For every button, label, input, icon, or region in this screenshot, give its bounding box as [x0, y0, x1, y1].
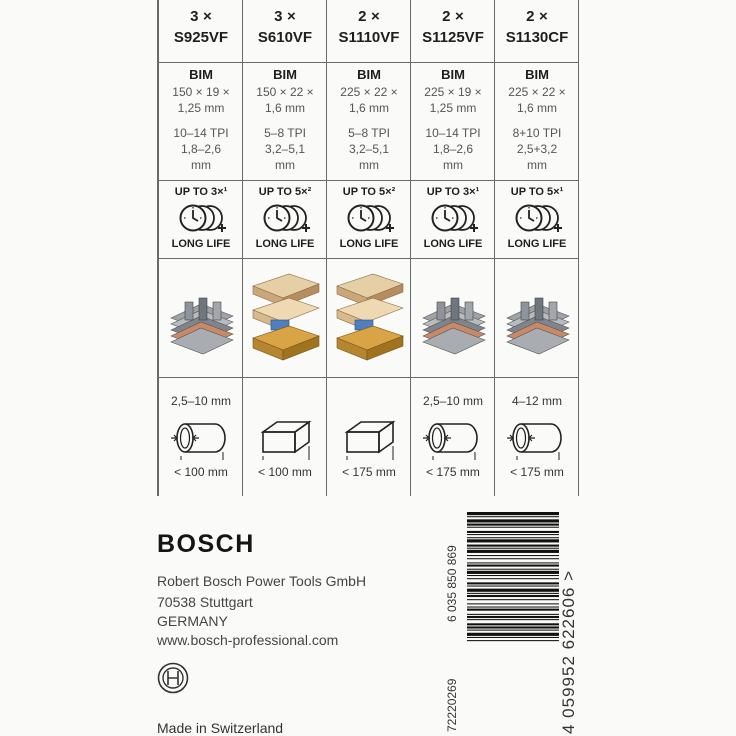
tpi-line: 8+10 TPI [512, 126, 562, 140]
tpi-line: mm [275, 158, 295, 172]
max-cut-depth: < 100 mm [174, 465, 228, 479]
tpi-line: 2,5+3,2 [516, 142, 558, 156]
blade-dimensions [243, 84, 327, 116]
blade-quantity: 2 × [526, 8, 548, 25]
long-life-label: LONG LIFE [171, 238, 231, 250]
tpi-line: mm [359, 158, 379, 172]
blade-tpi [495, 125, 579, 173]
tpi-line: 1,8–2,6 [432, 142, 474, 156]
internal-code: 72220269 [445, 678, 459, 732]
tpi-line: 1,8–2,6 [180, 142, 222, 156]
dim-line: 1,25 mm [177, 101, 225, 115]
blade-dimensions [411, 84, 495, 116]
blade-tpi [411, 125, 495, 173]
dim-line: 150 × 19 × [172, 85, 230, 99]
blade-material: BIM [189, 67, 213, 82]
blade-quantity: 3 × [190, 8, 212, 25]
blade-dimensions [495, 84, 579, 116]
life-factor: UP TO 3×¹ [426, 186, 480, 198]
life-factor: UP TO 5×¹ [510, 186, 564, 198]
dim-line: 150 × 22 × [256, 85, 314, 99]
clock-long-life-icon [345, 202, 397, 236]
pipe-cross-section-icon [507, 414, 569, 460]
bosch-armature-icon [157, 662, 189, 694]
blade-column-s925vf [158, 0, 242, 496]
pipe-cross-section-icon [423, 414, 485, 460]
max-cut-depth: < 100 mm [258, 465, 312, 479]
diameter-range: 2,5–10 mm [422, 394, 484, 408]
blade-quantity: 2 × [358, 8, 380, 25]
blade-code: S925VF [173, 29, 229, 46]
clock-long-life-icon [261, 202, 313, 236]
made-in-label: Made in Switzerland [157, 720, 284, 736]
blade-material: BIM [357, 67, 381, 82]
tpi-line: 10–14 TPI [425, 126, 481, 140]
blade-column-s610vf [242, 0, 326, 496]
blade-code: S1130CF [505, 29, 569, 46]
blade-dimensions [327, 84, 411, 116]
dim-line: 225 × 22 × [340, 85, 398, 99]
long-life-label: LONG LIFE [423, 238, 483, 250]
blade-column-s1125vf [410, 0, 494, 496]
diameter-range: 2,5–10 mm [170, 394, 232, 408]
company-city: 70538 Stuttgart [157, 594, 253, 610]
pipe-cross-section-icon [171, 414, 233, 460]
max-cut-depth: < 175 mm [510, 465, 564, 479]
tpi-line: 3,2–5,1 [348, 142, 390, 156]
barcode-area [445, 510, 578, 736]
long-life-label: LONG LIFE [507, 238, 567, 250]
wood-boards-icon [333, 272, 405, 364]
wood-boards-icon [249, 272, 321, 364]
blade-column-s1130cf [494, 0, 578, 496]
life-factor: UP TO 3×¹ [174, 186, 228, 198]
tpi-line: 10–14 TPI [173, 126, 229, 140]
blade-tpi [243, 125, 327, 173]
company-website: www.bosch-professional.com [157, 632, 339, 648]
dim-line: 1,6 mm [348, 101, 389, 115]
dim-line: 1,6 mm [264, 101, 305, 115]
blade-column-s1110vf [326, 0, 410, 496]
blade-material: BIM [525, 67, 549, 82]
barcode-icon [467, 512, 565, 734]
dim-line: 1,25 mm [429, 101, 477, 115]
metal-sheets-icon [417, 272, 489, 364]
dim-line: 225 × 22 × [508, 85, 566, 99]
blade-dimensions [159, 84, 243, 116]
metal-sheets-icon [165, 272, 237, 364]
square-beam-icon [339, 414, 401, 460]
tpi-line: 5–8 TPI [264, 126, 306, 140]
long-life-label: LONG LIFE [339, 238, 399, 250]
tpi-line: 3,2–5,1 [264, 142, 306, 156]
blade-material: BIM [273, 67, 297, 82]
blade-code: S610VF [257, 29, 313, 46]
tpi-line: mm [443, 158, 463, 172]
blade-quantity: 2 × [442, 8, 464, 25]
blade-code: S1125VF [422, 29, 484, 46]
blade-quantity: 3 × [274, 8, 296, 25]
tpi-line: mm [527, 158, 547, 172]
dim-line: 225 × 19 × [424, 85, 482, 99]
dim-line: 1,6 mm [516, 101, 557, 115]
blade-spec-table [157, 0, 579, 496]
metal-sheets-icon [501, 272, 573, 364]
ean-number: 4 059952 622606 > [559, 569, 578, 734]
tpi-line: 5–8 TPI [348, 126, 390, 140]
max-cut-depth: < 175 mm [426, 465, 480, 479]
long-life-label: LONG LIFE [255, 238, 315, 250]
company-name: Robert Bosch Power Tools GmbH [157, 573, 367, 589]
life-factor: UP TO 5×² [258, 186, 312, 198]
life-factor: UP TO 5×² [342, 186, 396, 198]
blade-tpi [327, 125, 411, 173]
tpi-line: mm [191, 158, 211, 172]
diameter-range: 4–12 mm [511, 394, 563, 408]
blade-material: BIM [441, 67, 465, 82]
article-number: 6 035 850 869 [445, 545, 459, 622]
blade-code: S1110VF [338, 29, 400, 46]
clock-long-life-icon [429, 202, 481, 236]
brand-logo-text: BOSCH [157, 530, 255, 558]
clock-long-life-icon [177, 202, 229, 236]
max-cut-depth: < 175 mm [342, 465, 396, 479]
clock-long-life-icon [513, 202, 565, 236]
square-beam-icon [255, 414, 317, 460]
blade-tpi [159, 125, 243, 173]
company-country: GERMANY [157, 613, 228, 629]
